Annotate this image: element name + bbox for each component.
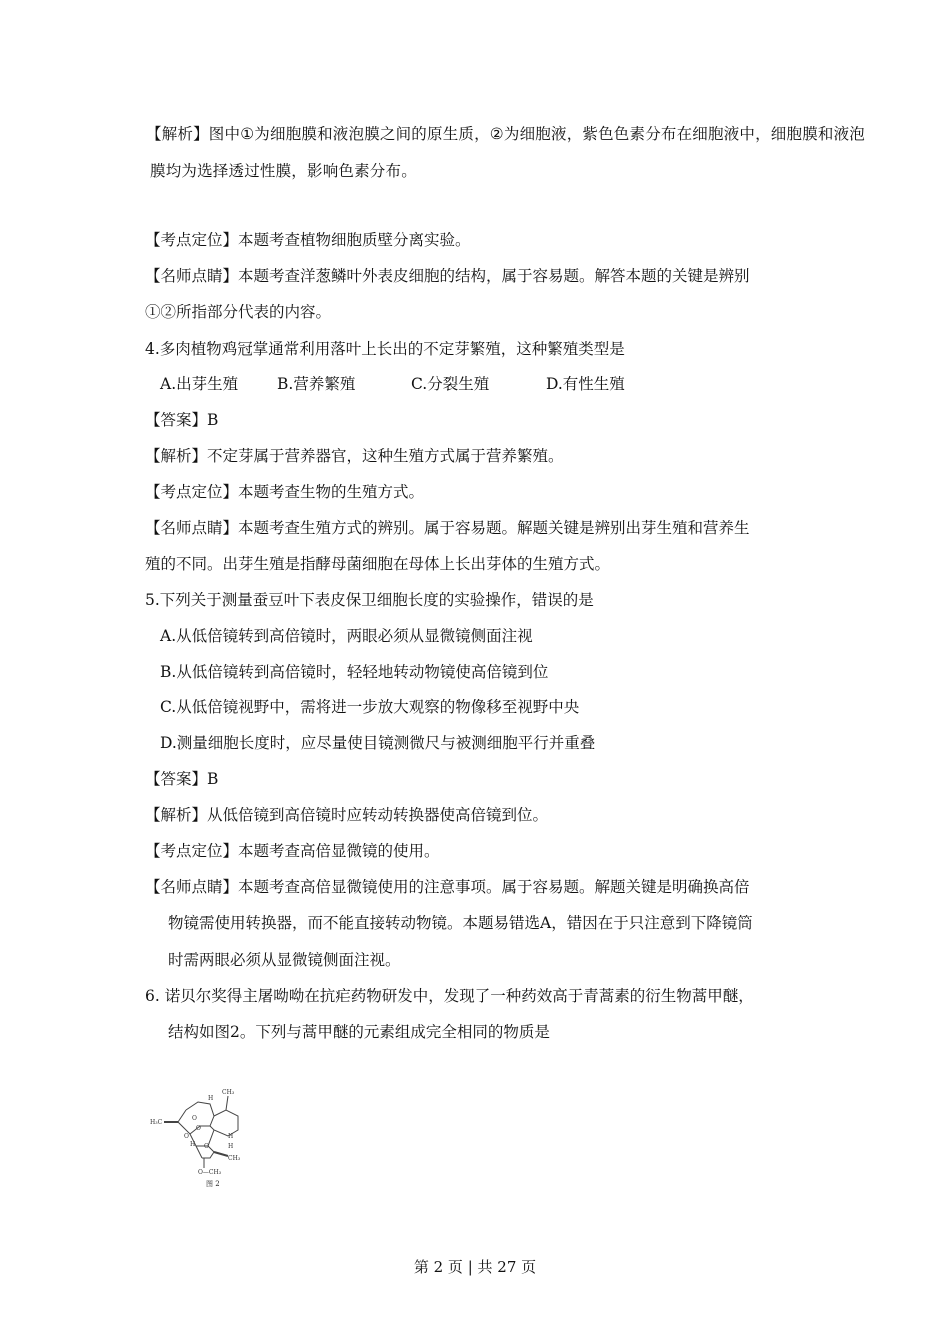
label-h: H <box>228 1143 234 1150</box>
label-och3: O—CH₃ <box>198 1169 222 1176</box>
figure-caption: 图 2 <box>206 1180 220 1188</box>
q4-option-a: A.出芽生殖 <box>160 375 239 393</box>
label-h: H <box>228 1133 234 1140</box>
label-h3c: H₃C <box>150 1119 163 1126</box>
q4-tips: 殖的不同。出芽生殖是指酵母菌细胞在母体上长出芽体的生殖方式。 <box>145 555 611 573</box>
label-h: H <box>190 1141 196 1148</box>
q6-stem: 结构如图2。下列与蒿甲醚的元素组成完全相同的物质是 <box>168 1023 550 1041</box>
q5-answer: 【答案】B <box>145 770 219 788</box>
label-ch3-right: CH₃ <box>228 1155 241 1162</box>
q4-answer: 【答案】B <box>145 411 219 429</box>
label-o: O <box>184 1133 189 1140</box>
q5-tips: 时需两眼必须从显微镜侧面注视。 <box>168 951 401 969</box>
q3-tips: ①②所指部分代表的内容。 <box>145 303 332 321</box>
q5-stem: 5.下列关于测量蚕豆叶下表皮保卫细胞长度的实验操作，错误的是 <box>145 591 594 609</box>
q4-option-c: C.分裂生殖 <box>411 375 490 393</box>
q5-tips: 物镜需使用转换器，而不能直接转动物镜。本题易错选A，错因在于只注意到下降镜筒 <box>168 914 753 932</box>
label-o: O <box>204 1143 209 1150</box>
q3-tips: 【名师点睛】本题考查洋葱鳞叶外表皮细胞的结构，属于容易题。解答本题的关键是辨别 <box>145 267 750 285</box>
artemether-structure-figure <box>148 1082 258 1190</box>
page-footer: 第 2 页 | 共 27 页 <box>413 1258 537 1276</box>
q5-option-b: B.从低倍镜转到高倍镜时，轻轻地转动物镜使高倍镜到位 <box>160 663 549 681</box>
q3-point: 【考点定位】本题考查植物细胞质壁分离实验。 <box>145 231 471 249</box>
q5-analysis: 【解析】从低倍镜到高倍镜时应转动转换器使高倍镜到位。 <box>145 806 549 824</box>
q4-stem: 4.多肉植物鸡冠掌通常利用落叶上长出的不定芽繁殖，这种繁殖类型是 <box>145 340 625 358</box>
q4-point: 【考点定位】本题考查生物的生殖方式。 <box>145 483 425 501</box>
label-o: O <box>192 1115 197 1122</box>
q4-option-d: D.有性生殖 <box>546 375 625 393</box>
label-ch3-top: CH₃ <box>222 1089 235 1096</box>
q5-option-d: D.测量细胞长度时，应尽量使目镜测微尺与被测细胞平行并重叠 <box>160 734 596 752</box>
q5-option-a: A.从低倍镜转到高倍镜时，两眼必须从显微镜侧面注视 <box>160 627 533 645</box>
q4-option-b: B.营养繁殖 <box>277 375 356 393</box>
label-h: H <box>208 1095 214 1102</box>
q5-point: 【考点定位】本题考查高倍显微镜的使用。 <box>145 842 440 860</box>
q4-analysis: 【解析】不定芽属于营养器官，这种生殖方式属于营养繁殖。 <box>145 447 564 465</box>
q4-tips: 【名师点睛】本题考查生殖方式的辨别。属于容易题。解题关键是辨别出芽生殖和营养生 <box>145 519 750 537</box>
q5-tips: 【名师点睛】本题考查高倍显微镜使用的注意事项。属于容易题。解题关键是明确换高倍 <box>145 878 750 896</box>
analysis-line: 膜均为选择透过性膜，影响色素分布。 <box>150 162 417 180</box>
q6-stem: 6. 诺贝尔奖得主屠呦呦在抗疟药物研发中，发现了一种药效高于青蒿素的衍生物蒿甲醚， <box>145 987 754 1005</box>
q5-option-c: C.从低倍镜视野中，需将进一步放大观察的物像移至视野中央 <box>160 698 580 716</box>
analysis-line: 【解析】图中①为细胞膜和液泡膜之间的原生质，②为细胞液，紫色色素分布在细胞液中，细胞膜和液泡 <box>146 125 865 143</box>
molecule-bonds <box>164 1096 238 1168</box>
label-o: O <box>196 1125 201 1132</box>
